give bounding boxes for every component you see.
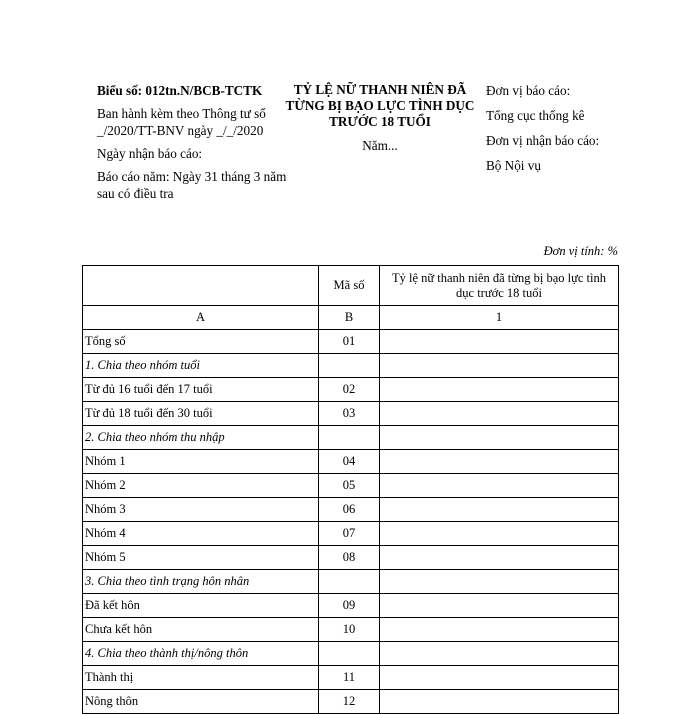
- row-label: 1. Chia theo nhóm tuổi: [83, 354, 319, 378]
- report-table: [82, 265, 619, 714]
- column-header-rate: Tỷ lệ nữ thanh niên đã từng bị bạo lực tình dục trước 18 tuổi: [380, 266, 619, 306]
- table-row: [83, 618, 619, 642]
- row-label: Đã kết hôn: [83, 594, 319, 618]
- row-label: 3. Chia theo tình trạng hôn nhân: [83, 570, 319, 594]
- row-code: 04: [319, 450, 380, 474]
- row-label: Chưa kết hôn: [83, 618, 319, 642]
- table-key-row: [83, 306, 619, 330]
- table-row: [83, 474, 619, 498]
- row-label: Nhóm 5: [83, 546, 319, 570]
- row-value-cell: [380, 378, 619, 402]
- row-code: [319, 570, 380, 594]
- table-row: [83, 522, 619, 546]
- row-code: 10: [319, 618, 380, 642]
- table-row: [83, 666, 619, 690]
- row-value-cell: [380, 594, 619, 618]
- table-row: [83, 690, 619, 714]
- row-label: Từ đủ 16 tuổi đến 17 tuổi: [83, 378, 319, 402]
- table-row: [83, 570, 619, 594]
- row-code: 09: [319, 594, 380, 618]
- report-period-note: Báo cáo năm: Ngày 31 tháng 3 năm sau có điều tra: [97, 169, 287, 201]
- row-value-cell: [380, 642, 619, 666]
- row-value-cell: [380, 474, 619, 498]
- reporting-unit-label: Đơn vị báo cáo:: [486, 83, 571, 98]
- row-value-cell: [380, 690, 619, 714]
- column-key-b: B: [319, 306, 380, 330]
- table-row: [83, 498, 619, 522]
- table-row: [83, 642, 619, 666]
- row-value-cell: [380, 546, 619, 570]
- reporting-unit-value: Tổng cục thống kê: [486, 108, 585, 123]
- row-code: [319, 642, 380, 666]
- column-key-a: A: [83, 306, 319, 330]
- column-header-label: [83, 266, 319, 306]
- row-value-cell: [380, 570, 619, 594]
- row-value-cell: [380, 402, 619, 426]
- row-value-cell: [380, 498, 619, 522]
- row-value-cell: [380, 426, 619, 450]
- report-title: TỶ LỆ NỮ THANH NIÊN ĐÃ TỪNG BỊ BẠO LỰC TÌNH DỤC TRƯỚC 18 TUỔI: [285, 82, 475, 129]
- table-row: [83, 402, 619, 426]
- row-label: Tổng số: [83, 330, 319, 354]
- row-value-cell: [380, 666, 619, 690]
- report-year: Năm...: [362, 138, 398, 153]
- table-row: [83, 594, 619, 618]
- receiving-unit-value: Bộ Nội vụ: [486, 158, 541, 173]
- row-code: 08: [319, 546, 380, 570]
- row-code: 07: [319, 522, 380, 546]
- row-label: Nhóm 4: [83, 522, 319, 546]
- received-date-label: Ngày nhận báo cáo:: [97, 146, 203, 161]
- table-header-row: [83, 266, 619, 306]
- form-code: Biểu số: 012tn.N/BCB-TCTK: [97, 83, 263, 98]
- column-header-code: Mã số: [319, 266, 380, 306]
- row-code: 11: [319, 666, 380, 690]
- row-label: Nhóm 2: [83, 474, 319, 498]
- column-key-1: 1: [380, 306, 619, 330]
- row-value-cell: [380, 618, 619, 642]
- table-row: [83, 546, 619, 570]
- row-code: 05: [319, 474, 380, 498]
- header-right: [486, 82, 636, 174]
- row-code: [319, 354, 380, 378]
- row-code: 12: [319, 690, 380, 714]
- header-left: [97, 82, 287, 208]
- row-label: 4. Chia theo thành thị/nông thôn: [83, 642, 319, 666]
- table-row: [83, 330, 619, 354]
- row-code: 02: [319, 378, 380, 402]
- row-code: [319, 426, 380, 450]
- row-code: 01: [319, 330, 380, 354]
- row-value-cell: [380, 330, 619, 354]
- table-row: [83, 426, 619, 450]
- unit-note: Đơn vị tính: %: [543, 244, 618, 258]
- row-label: Thành thị: [83, 666, 319, 690]
- receiving-unit-label: Đơn vị nhận báo cáo:: [486, 133, 600, 148]
- row-label: Nhóm 3: [83, 498, 319, 522]
- row-code: 03: [319, 402, 380, 426]
- table-row: [83, 450, 619, 474]
- row-value-cell: [380, 450, 619, 474]
- row-code: 06: [319, 498, 380, 522]
- issued-with-note: Ban hành kèm theo Thông tư số _/2020/TT-BNV ngày _/_/2020: [97, 106, 266, 138]
- table-row: [83, 378, 619, 402]
- row-label: Nông thôn: [83, 690, 319, 714]
- row-label: Từ đủ 18 tuổi đến 30 tuổi: [83, 402, 319, 426]
- row-label: 2. Chia theo nhóm thu nhập: [83, 426, 319, 450]
- header-center: [280, 82, 480, 154]
- row-value-cell: [380, 354, 619, 378]
- row-label: Nhóm 1: [83, 450, 319, 474]
- table-row: [83, 354, 619, 378]
- row-value-cell: [380, 522, 619, 546]
